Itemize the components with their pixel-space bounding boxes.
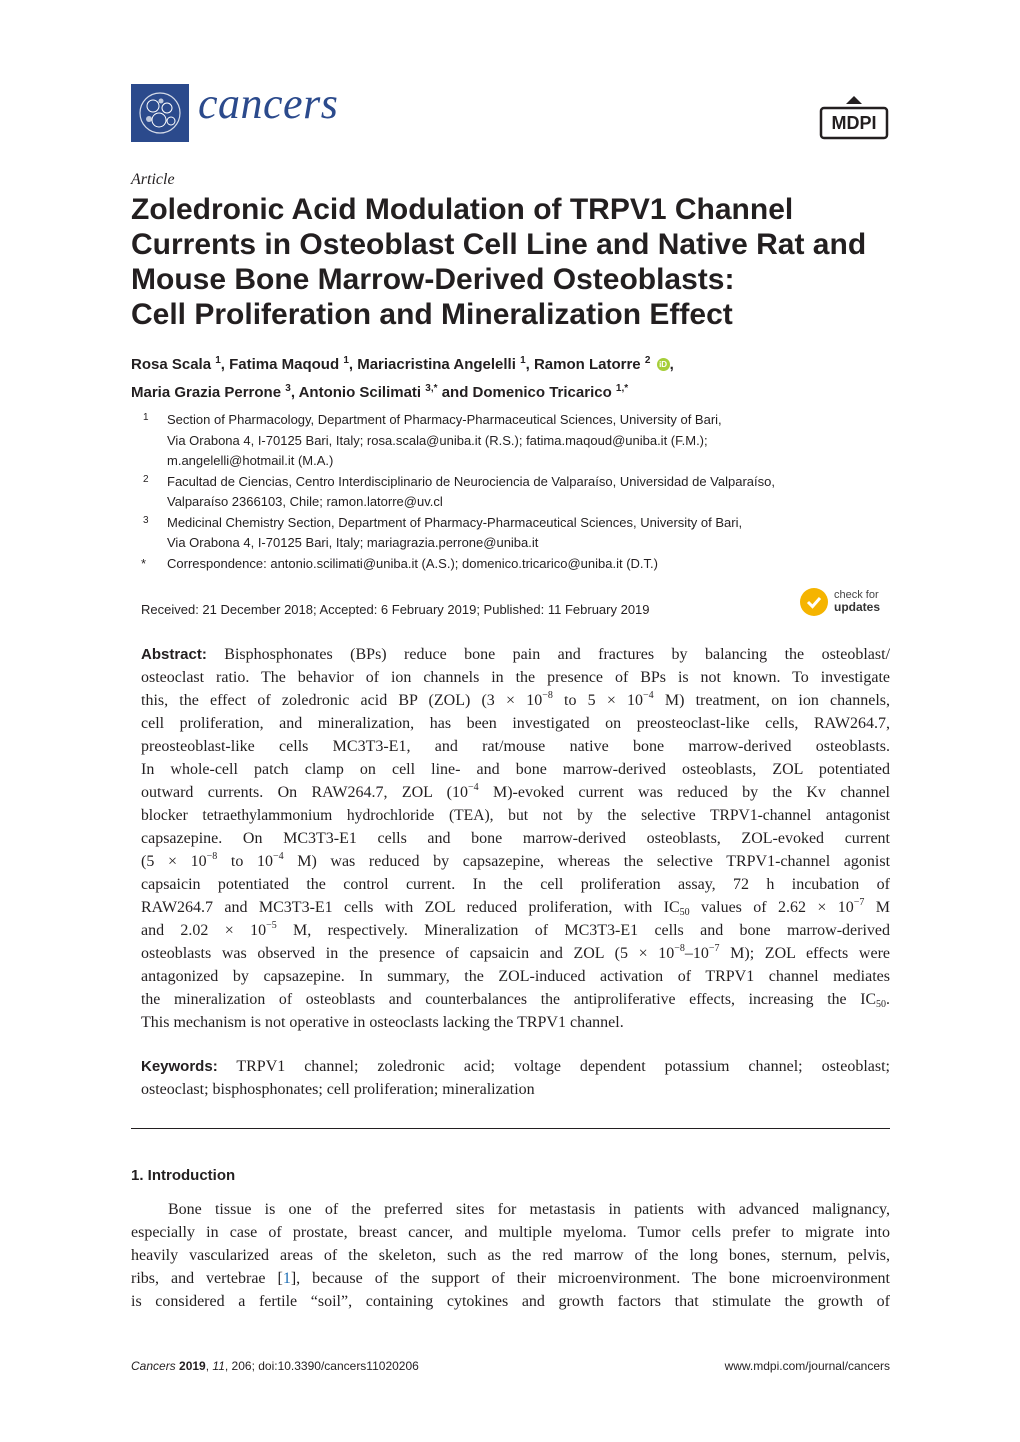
- title-line: Mouse Bone Marrow-Derived Osteoblasts:: [131, 263, 735, 296]
- affiliation-line: Medicinal Chemistry Section, Department of Pharmacy-Pharmaceutical Sciences, University of Bari,: [167, 514, 743, 530]
- abstract-text: capsaicin potentiated the control current. In the cell proliferation assay, 72 h incubation of: [141, 876, 890, 893]
- affiliation-item: [131, 513, 891, 554]
- keywords: [141, 1055, 890, 1101]
- correspondence-line: Correspondence: antonio.scilimati@uniba.it (A.S.); domenico.tricarico@uniba.it (D.T.): [167, 555, 658, 571]
- abstract-text: osteoclast ratio. The behavior of ion channels in the presence of BPs is not known. To investigate: [141, 669, 890, 686]
- author-conjunction: and: [441, 384, 469, 401]
- body-text: is considered a fertile “soil”, containing cytokines and growth factors that stimulate the growth of: [131, 1293, 890, 1310]
- citation-info: Cancers 2019, 11, 206; doi:10.3390/cancers11020206: [131, 1359, 419, 1373]
- orcid-icon[interactable]: iD: [657, 358, 670, 371]
- author-name[interactable]: Domenico Tricarico: [472, 384, 612, 401]
- check-for-updates-button[interactable]: [800, 588, 892, 618]
- abstract-text: ($5 \times 10^{-8}$ to $10^{-4}$ M) was reduced by capsazepine, whereas the selective TRPV1-channel agonist: [141, 851, 891, 870]
- affiliation-marker: 2: [644, 355, 651, 366]
- check-updates-label: [834, 589, 880, 613]
- abstract-text: Bisphosphonates (BPs) reduce bone pain and fractures by balancing the osteoblast/: [224, 646, 891, 663]
- author-name[interactable]: Mariacristina Angelelli: [357, 356, 516, 373]
- affiliation-marker: 3: [285, 383, 291, 394]
- author-name[interactable]: Rosa Scala: [131, 356, 212, 373]
- article-type: Article: [131, 171, 175, 188]
- correspondence-marker: *: [141, 555, 147, 571]
- check-updates-icon: [800, 588, 828, 616]
- affiliation-marker: 1: [343, 355, 349, 366]
- affiliation-item: [131, 410, 891, 472]
- author-name[interactable]: Fatima Maqoud: [229, 356, 340, 373]
- correspondence-item: [131, 554, 891, 575]
- affiliation-item: [131, 472, 891, 513]
- abstract-text: the mineralization of osteoblasts and counterbalances the antiproliferative effects, increasing the $IC_{50}$.: [141, 991, 890, 1010]
- abstract-text: cell proliferation, and mineralization, has been investigated on preosteoclast-like cells, RAW264.7,: [141, 715, 890, 732]
- title-line: Currents in Osteoblast Cell Line and Native Rat and: [131, 228, 867, 261]
- affiliation-line: Valparaíso 2366103, Chile; ramon.latorre@uv.cl: [167, 494, 443, 509]
- body-text: Bone tissue is one of the preferred sites for metastasis in patients with advanced malignancy,: [168, 1201, 890, 1218]
- author-name[interactable]: Ramon Latorre: [533, 356, 641, 373]
- check-updates-line2: updates: [834, 600, 881, 614]
- introduction-body: [131, 1198, 890, 1313]
- journal-logo-icon: [131, 84, 189, 142]
- keywords-text: osteoclast; bisphosphonates; cell proliferation; mineralization: [141, 1081, 535, 1098]
- affiliation-marker: 1: [215, 355, 221, 366]
- author-name[interactable]: Maria Grazia Perrone: [131, 384, 282, 401]
- abstract-label: Abstract:: [141, 646, 207, 663]
- author-name[interactable]: Antonio Scilimati: [298, 384, 422, 401]
- affiliation-line: Via Orabona 4, I-70125 Bari, Italy; rosa.scala@uniba.it (R.S.); fatima.maqoud@uniba.it (F.M.);: [167, 432, 708, 448]
- journal-url-link[interactable]: www.mdpi.com/journal/cancers: [724, 1359, 890, 1373]
- affiliation-number: 3: [143, 514, 149, 526]
- check-updates-line1: check for: [834, 589, 879, 601]
- keywords-label: Keywords:: [141, 1058, 218, 1075]
- journal-name: cancers: [198, 79, 339, 128]
- affiliation-marker: 3,*: [425, 383, 438, 394]
- affiliation-marker: 1,*: [615, 383, 629, 394]
- abstract-text: outward currents. On RAW264.7, ZOL ($10^{-4}$ M)-evoked current was reduced by the Kv channel: [141, 782, 890, 801]
- abstract: [141, 643, 890, 1034]
- title-line: Zoledronic Acid Modulation of TRPV1 Channel: [131, 193, 794, 226]
- author-list: Rosa Scala $^1$, Fatima Maqoud $^1$, Mariacristina Angelelli $^1$, Ramon Latorre $^2$ iD , Maria Grazia Perrone $^3$, Antonio Scilimati $^{3,*}$ and Domenico Tricarico $^{1,*}$: [131, 355, 674, 401]
- article-title: [131, 192, 891, 332]
- section-divider: [131, 1128, 890, 1129]
- affiliation-line: Section of Pharmacology, Department of Pharmacy-Pharmaceutical Sciences, University of Bari,: [167, 412, 722, 427]
- publication-dates: Received: 21 December 2018; Accepted: 6 February 2019; Published: 11 February 2019: [141, 602, 650, 617]
- affiliation-line: Via Orabona 4, I-70125 Bari, Italy; mariagrazia.perrone@uniba.it: [167, 535, 539, 550]
- mdpi-logo-icon: [818, 94, 890, 142]
- citation-link[interactable]: 1: [282, 1270, 291, 1287]
- affiliation-number: 2: [143, 473, 149, 485]
- mdpi-logo-text: MDPI: [831, 113, 877, 133]
- abstract-text: RAW264.7 and MC3T3-E1 cells with ZOL reduced proliferation, with $IC_{50}$ values of $2.62 \times 10^{-7}$ M: [141, 897, 890, 918]
- abstract-text: This mechanism is not operative in osteoclasts lacking the TRPV1 channel.: [141, 1014, 624, 1031]
- affiliation-line: Facultad de Ciencias, Centro Interdisciplinario de Neurociencia de Valparaíso, Universidad de Valparaíso,: [167, 473, 775, 489]
- title-line: Cell Proliferation and Mineralization Effect: [131, 298, 733, 331]
- abstract-text: capsazepine. On MC3T3-E1 cells and bone marrow-derived osteoblasts, ZOL-evoked current: [141, 830, 890, 847]
- abstract-text: and $2.02 \times 10^{-5}$ M, respectively. Mineralization of MC3T3-E1 cells and bone marrow-derived: [141, 920, 890, 939]
- abstract-text: preosteoblast-like cells MC3T3-E1, and rat/mouse native bone marrow-derived osteoblasts.: [141, 738, 890, 755]
- abstract-text: this, the effect of zoledronic acid BP (ZOL) ($3 \times 10^{-8}$ to $5 \times 10^{-4}$ M) treatment, on ion channels,: [141, 690, 890, 709]
- body-text: especially in case of prostate, breast cancer, and multiple myeloma. Tumor cells prefer to migrate into: [131, 1224, 890, 1241]
- abstract-text: blocker tetraethylammonium hydrochloride (TEA), but not by the selective TRPV1-channel antagonist: [141, 807, 890, 824]
- body-text: heavily vascularized areas of the skeleton, such as the red marrow of the long bones, sternum, pelvis,: [131, 1247, 890, 1264]
- abstract-text: osteoblasts was observed in the presence of capsaicin and ZOL ($5 \times 10^{-8}-10^{-7}$ M); ZOL effects were: [141, 943, 891, 962]
- affiliation-list: [131, 410, 891, 574]
- body-text: ribs, and vertebrae [1], because of the support of their microenvironment. The bone microenvironment: [131, 1270, 891, 1287]
- section-heading: 1. Introduction: [131, 1167, 236, 1184]
- affiliation-number: 1: [143, 412, 149, 423]
- affiliation-marker: 1: [520, 355, 526, 366]
- abstract-text: In whole-cell patch clamp on cell line- and bone marrow-derived osteoblasts, ZOL potentiated: [141, 761, 890, 778]
- keywords-text: TRPV1 channel; zoledronic acid; voltage dependent potassium channel; osteoblast;: [236, 1058, 891, 1075]
- affiliation-line: m.angelelli@hotmail.it (M.A.): [167, 453, 334, 468]
- abstract-text: antagonized by capsazepine. In summary, the ZOL-induced activation of TRPV1 channel mediates: [141, 968, 890, 985]
